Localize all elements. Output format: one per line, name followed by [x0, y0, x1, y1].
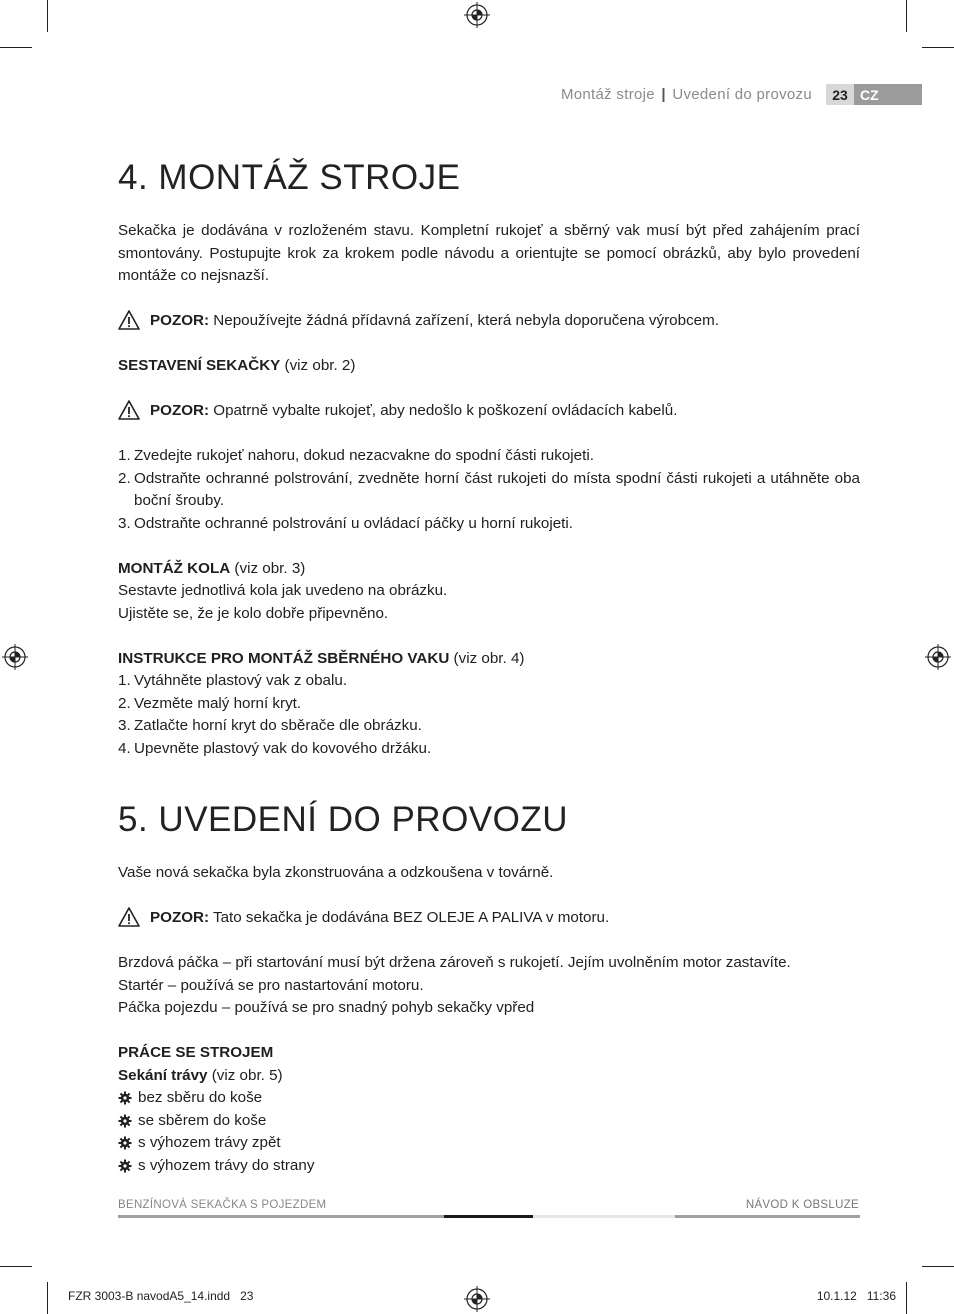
running-header [561, 86, 812, 103]
crop-mark [906, 0, 907, 32]
list-item: 2. Odstraňte ochranné polstrování, zvedněte horní část rukojeti do místa spodní části rukojeti a utáhněte oba boční šrouby. [118, 469, 860, 509]
list-item: se sběrem do koše [118, 1110, 860, 1133]
gear-bullet-icon [118, 1159, 132, 1173]
list-item: s výhozem trávy zpět [118, 1132, 860, 1155]
crop-mark [47, 0, 48, 32]
footer-rule [675, 1215, 860, 1218]
assembly-heading: SESTAVENÍ SEKAČKY [118, 357, 281, 374]
bag-steps-list [118, 670, 860, 760]
list-item: 1. Zvedejte rukojeť nahoru, dokud nezacvakne do spodní části rukojeti. [118, 447, 594, 464]
warning-triangle-icon [118, 400, 140, 420]
language-code: CZ [854, 84, 922, 105]
section-4 [118, 158, 860, 760]
footer-rule [444, 1215, 533, 1218]
warning-label: POZOR: [150, 909, 210, 926]
warning-label: POZOR: [150, 402, 210, 419]
warning-triangle-icon [118, 907, 140, 927]
warning-triangle-icon [118, 310, 140, 330]
list-item: 4. Upevněte plastový vak do kovového držáku. [118, 739, 432, 757]
warning-block [118, 907, 860, 930]
warning-text: Nepoužívejte žádná přídavná zařízení, která nebyla doporučena výrobcem. [209, 312, 719, 329]
gear-bullet-icon [118, 1091, 132, 1105]
crop-mark [0, 47, 32, 48]
bag-ref: (viz obr. 4) [449, 649, 525, 667]
gear-bullet-icon [118, 1136, 132, 1150]
section-5-intro: Vaše nová sekačka byla zkonstruována a odzkoušena v továrně. [118, 864, 554, 881]
warning-text: Opatrně vybalte rukojeť, aby nedošlo k poškození ovládacích kabelů. [209, 402, 678, 419]
assembly-ref: (viz obr. 2) [280, 357, 356, 374]
section-4-intro: Sekačka je dodávána v rozloženém stavu. Kompletní rukojeť a sběrný vak musí být před zahájením prací smontovány. Postupujte krok za krokem podle návodu a orientujte se pomocí obrázků, aby bylo provedení montáže co nejsnazší. [118, 222, 860, 284]
header-section-a: Montáž stroje [560, 86, 655, 103]
footer-rule [533, 1215, 675, 1218]
page-badge [826, 84, 922, 105]
crop-mark [922, 1266, 954, 1267]
crop-mark [0, 1266, 32, 1267]
header-section-b: Uvedení do provozu [672, 86, 812, 103]
wheel-line: Ujistěte se, že je kolo dobře připevněno. [118, 604, 389, 622]
warning-block [118, 400, 860, 423]
registration-mark-icon [2, 644, 28, 670]
registration-mark-icon [925, 644, 951, 670]
gear-bullet-icon [118, 1114, 132, 1128]
control-line: Startér – používá se pro nastartování motoru. [118, 976, 424, 994]
header-separator: | [661, 86, 666, 103]
footer-rule [118, 1215, 444, 1218]
work-heading: PRÁCE SE STROJEM [118, 1044, 274, 1061]
mowing-heading: Sekání trávy [118, 1066, 208, 1084]
assembly-steps-list [118, 445, 860, 535]
list-item: 1. Vytáhněte plastový vak z obalu. [118, 672, 348, 689]
wheel-ref: (viz obr. 3) [230, 559, 306, 577]
warning-text: Tato sekačka je dodávána BEZ OLEJE A PALIVA v motoru. [209, 909, 610, 926]
crop-mark [906, 1282, 907, 1314]
section-5 [118, 800, 860, 1177]
page-number: 23 [826, 84, 854, 105]
registration-mark-icon [464, 2, 490, 28]
print-slug-file: FZR 3003-B navodA5_14.indd 23 [68, 1289, 254, 1303]
list-item: bez sběru do koše [118, 1087, 860, 1110]
wheel-heading: MONTÁŽ KOLA [118, 559, 231, 577]
control-line: Páčka pojezdu – používá se pro snadný pohyb sekačky vpřed [118, 999, 535, 1016]
print-slug-datetime: 10.1.12 11:36 [816, 1289, 896, 1303]
warning-label: POZOR: [150, 312, 210, 329]
warning-block [118, 310, 860, 333]
registration-mark-icon [464, 1286, 490, 1312]
footer-manual-label: NÁVOD K OBSLUZE [745, 1199, 859, 1211]
mowing-ref: (viz obr. 5) [207, 1066, 283, 1084]
list-item: 3. Zatlačte horní kryt do sběrače dle obrázku. [118, 717, 422, 734]
bag-heading: INSTRUKCE PRO MONTÁŽ SBĚRNÉHO VAKU [118, 649, 450, 667]
crop-mark [47, 1282, 48, 1314]
list-item: 3. Odstraňte ochranné polstrování u ovládací páčky u horní rukojeti. [118, 514, 573, 532]
section-5-title: 5. UVEDENÍ DO PROVOZU [118, 800, 569, 839]
wheel-line: Sestavte jednotlivá kola jak uvedeno na obrázku. [118, 582, 448, 599]
list-item: s výhozem trávy do strany [118, 1155, 860, 1178]
section-4-title: 4. MONTÁŽ STROJE [118, 158, 461, 197]
list-item: 2. Vezměte malý horní kryt. [118, 694, 302, 712]
footer-product-name: BENZÍNOVÁ SEKAČKA S POJEZDEM [118, 1199, 327, 1211]
control-line: Brzdová páčka – při startování musí být držena zároveň s rukojetí. Jejím uvolněním motor zastavíte. [118, 954, 791, 971]
crop-mark [922, 47, 954, 48]
